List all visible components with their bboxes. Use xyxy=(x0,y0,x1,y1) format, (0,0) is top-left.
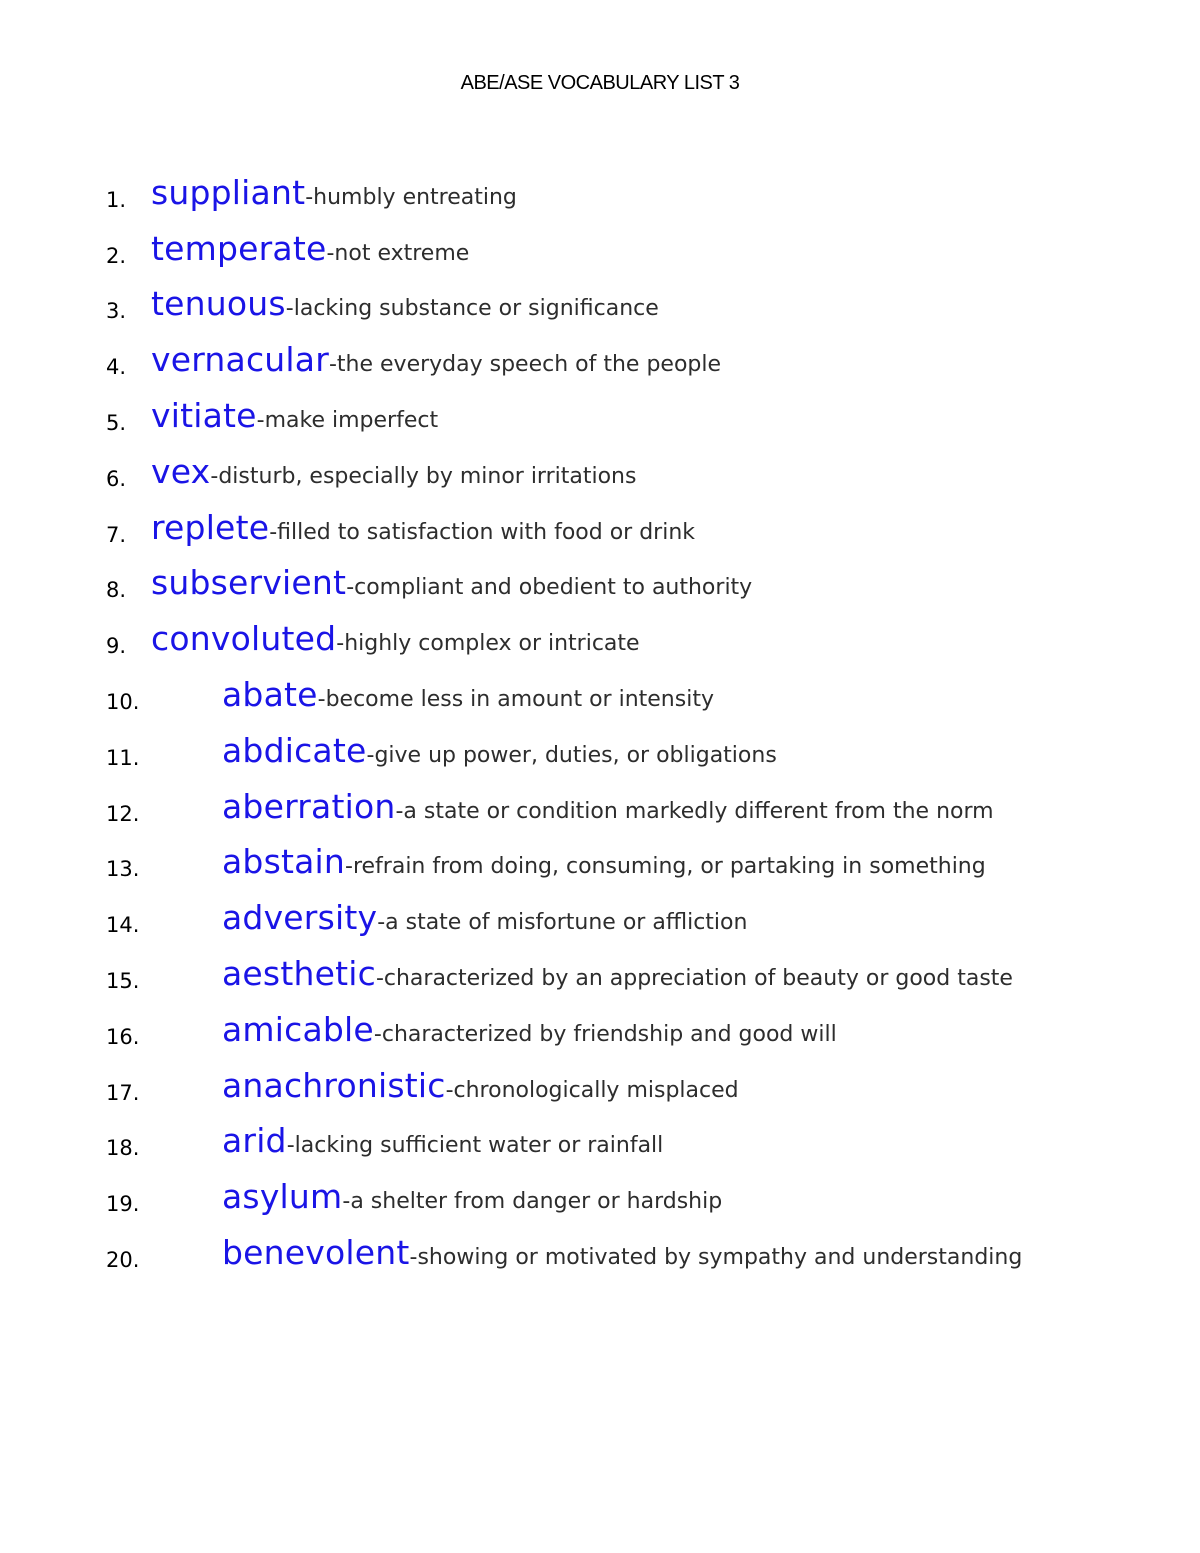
item-number: 20. xyxy=(106,1247,140,1272)
vocab-word: abate xyxy=(222,674,318,714)
vocab-definition: -characterized by friendship and good will xyxy=(373,1021,837,1047)
item-number: 11. xyxy=(106,745,140,770)
item-number: 5. xyxy=(106,410,127,435)
vocab-entry xyxy=(222,898,747,937)
list-item xyxy=(0,393,1200,449)
vocab-word: suppliant xyxy=(151,172,306,212)
item-number: 19. xyxy=(106,1192,140,1217)
item-number: 17. xyxy=(106,1080,140,1105)
item-number: 7. xyxy=(106,522,127,547)
vocab-entry xyxy=(222,954,1013,993)
vocab-definition: -give up power, duties, or obligations xyxy=(366,742,777,768)
vocab-definition: -lacking sufficient water or rainfall xyxy=(286,1133,664,1159)
list-item xyxy=(0,951,1200,1007)
vocab-entry xyxy=(151,229,469,268)
item-number: 15. xyxy=(106,968,140,993)
vocab-entry xyxy=(222,1010,837,1049)
vocab-definition: -become less in amount or intensity xyxy=(317,686,714,712)
vocab-entry xyxy=(151,619,640,658)
list-item xyxy=(0,1174,1200,1230)
vocab-entry xyxy=(222,675,714,714)
vocab-word: arid xyxy=(222,1121,287,1161)
vocab-definition: -a state or condition markedly different from the norm xyxy=(395,798,994,824)
list-item xyxy=(0,784,1200,840)
vocab-definition: -not extreme xyxy=(326,240,470,266)
vocab-entry xyxy=(151,508,695,547)
vocab-definition: -showing or motivated by sympathy and understanding xyxy=(409,1244,1023,1270)
vocab-entry xyxy=(151,396,438,435)
vocab-word: benevolent xyxy=(222,1232,410,1272)
item-number: 4. xyxy=(106,355,127,380)
item-number: 14. xyxy=(106,913,140,938)
vocab-word: vex xyxy=(151,451,211,491)
vocab-entry xyxy=(222,731,777,770)
vocab-definition: -humbly entreating xyxy=(305,184,517,210)
list-item xyxy=(0,561,1200,617)
item-number: 12. xyxy=(106,801,140,826)
list-item xyxy=(0,616,1200,672)
vocab-definition: -a shelter from danger or hardship xyxy=(342,1189,723,1215)
item-number: 10. xyxy=(106,689,140,714)
vocab-word: aesthetic xyxy=(222,953,376,993)
vocab-entry xyxy=(222,1177,722,1216)
list-item xyxy=(0,505,1200,561)
list-item xyxy=(0,170,1200,226)
list-item xyxy=(0,1230,1200,1286)
vocab-word: asylum xyxy=(222,1177,343,1217)
vocab-word: vernacular xyxy=(151,340,329,380)
list-item xyxy=(0,672,1200,728)
list-item xyxy=(0,728,1200,784)
list-item xyxy=(0,1119,1200,1175)
item-number: 9. xyxy=(106,634,127,659)
item-number: 1. xyxy=(106,187,127,212)
vocab-entry xyxy=(222,787,994,826)
list-item xyxy=(0,282,1200,338)
list-item xyxy=(0,895,1200,951)
vocab-definition: -filled to satisfaction with food or drink xyxy=(269,519,696,545)
vocab-entry xyxy=(222,842,986,881)
item-number: 18. xyxy=(106,1136,140,1161)
vocab-entry xyxy=(151,173,517,212)
item-number: 8. xyxy=(106,578,127,603)
vocab-entry xyxy=(222,1121,663,1160)
vocab-definition: -highly complex or intricate xyxy=(336,631,640,657)
vocab-definition: -chronologically misplaced xyxy=(445,1077,739,1103)
list-item xyxy=(0,226,1200,282)
list-item xyxy=(0,337,1200,393)
vocab-definition: -a state of misfortune or affliction xyxy=(377,910,748,936)
vocab-definition: -refrain from doing, consuming, or partaking in something xyxy=(345,854,986,880)
vocab-entry xyxy=(222,1066,739,1105)
list-item xyxy=(0,1007,1200,1063)
vocab-word: amicable xyxy=(222,1009,374,1049)
vocab-word: vitiate xyxy=(151,395,257,435)
vocab-word: convoluted xyxy=(151,619,337,659)
vocab-word: temperate xyxy=(151,228,327,268)
vocab-word: adversity xyxy=(222,898,378,938)
vocab-word: replete xyxy=(151,507,270,547)
item-number: 13. xyxy=(106,857,140,882)
vocab-entry xyxy=(151,284,659,323)
vocab-word: abstain xyxy=(222,842,346,882)
list-item xyxy=(0,1063,1200,1119)
page-title: ABE/ASE VOCABULARY LIST 3 xyxy=(460,72,740,94)
item-number: 2. xyxy=(106,243,127,268)
list-item xyxy=(0,840,1200,896)
item-number: 6. xyxy=(106,466,127,491)
vocab-definition: -compliant and obedient to authority xyxy=(346,575,753,601)
vocab-definition: -characterized by an appreciation of beauty or good taste xyxy=(375,965,1013,991)
vocab-definition: -make imperfect xyxy=(256,407,439,433)
vocab-entry xyxy=(151,340,721,379)
vocab-definition: -disturb, especially by minor irritations xyxy=(210,463,637,489)
item-number: 3. xyxy=(106,299,127,324)
vocab-entry xyxy=(222,1233,1022,1272)
vocab-definition: -the everyday speech of the people xyxy=(328,352,722,378)
vocab-word: subservient xyxy=(151,563,347,603)
list-item xyxy=(0,449,1200,505)
vocab-word: aberration xyxy=(222,786,396,826)
vocabulary-list xyxy=(0,170,1200,1286)
vocab-entry xyxy=(151,563,752,602)
vocab-entry xyxy=(151,452,636,491)
vocab-word: tenuous xyxy=(151,284,286,324)
item-number: 16. xyxy=(106,1024,140,1049)
vocab-word: anachronistic xyxy=(222,1065,446,1105)
vocab-word: abdicate xyxy=(222,730,367,770)
vocab-definition: -lacking substance or significance xyxy=(285,296,659,322)
